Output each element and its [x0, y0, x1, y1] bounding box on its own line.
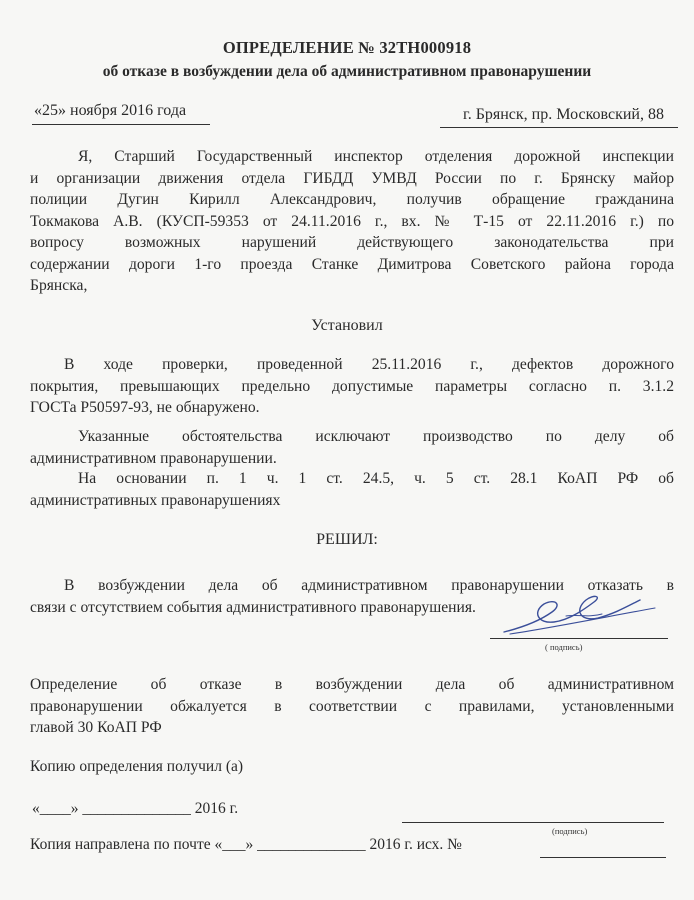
text-line: Определение об отказе в возбуждении дела об административном: [30, 676, 674, 693]
text-line: ГОСТа Р50597-93, не обнаружено.: [30, 399, 260, 416]
established-heading: Установил: [311, 317, 383, 334]
handwritten-signature: [490, 588, 670, 644]
intro-line: Я, Старший Государственный инспектор отделения дорожной инспекции: [78, 148, 674, 165]
established-paragraph-1: [30, 354, 674, 419]
text-line: В возбуждении дела об административном правонарушении отказать в: [64, 577, 674, 594]
date-underline: [32, 124, 210, 125]
intro-line: полиции Дугин Кирилл Александрович, получив обращение гражданина: [30, 191, 674, 208]
signature-caption: ( подпись): [545, 642, 583, 652]
document-subtitle: об отказе в возбуждении дела об административном правонарушении: [102, 63, 592, 80]
intro-paragraph: [30, 146, 674, 297]
text-line: связи с отсутствием события административного правонарушения.: [30, 598, 476, 616]
receipt-signature-caption: (подпись): [552, 826, 588, 836]
receipt-label: Копию определения получил (а): [30, 758, 244, 775]
mail-copy-text: Копия направлена по почте «___» ______________ 2016 г. исх. №: [30, 836, 462, 853]
intro-line: вопросу возможных нарушений действующего законодательства при: [30, 234, 674, 251]
document-title: ОПРЕДЕЛЕНИЕ № 32ТН000918: [222, 38, 472, 57]
outgoing-number-line: [540, 857, 666, 858]
document-place: г. Брянск, пр. Московский, 88: [462, 106, 664, 123]
decision-heading: РЕШИЛ:: [316, 531, 378, 548]
document-date: «25» ноября 2016 года: [34, 102, 187, 119]
text-line: главой 30 КоАП РФ: [30, 719, 162, 736]
established-paragraph-3: [30, 468, 674, 511]
text-line: Указанные обстоятельства исключают производство по делу об: [78, 428, 674, 445]
signature-line: [490, 638, 668, 639]
text-line: административном правонарушении.: [30, 449, 277, 467]
appeal-paragraph: [30, 674, 674, 739]
text-line: На основании п. 1 ч. 1 ст. 24.5, ч. 5 ст. 28.1 КоАП РФ об: [78, 470, 674, 487]
receipt-date-field: «____» ______________ 2016 г.: [32, 800, 239, 817]
text-line: покрытия, превышающих предельно допустимые параметры согласно п. 3.1.2: [30, 377, 674, 395]
intro-line: и организации движения отдела ГИБДД УМВД России по г. Брянску майор: [30, 169, 674, 187]
receipt-signature-line: [402, 822, 664, 823]
text-line: административных правонарушениях: [30, 491, 281, 509]
text-line: правонарушении обжалуется в соответствии с правилами, установленными: [30, 697, 674, 715]
established-paragraph-2: [30, 426, 674, 469]
intro-line: Токмакова А.В. (КУСП-59353 от 24.11.2016 г., вх. № Т-15 от 22.11.2016 г.) по: [30, 212, 674, 230]
intro-line: Брянска,: [30, 277, 88, 294]
text-line: В ходе проверки, проведенной 25.11.2016 г., дефектов дорожного: [64, 356, 674, 373]
intro-line: содержании дороги 1-го проезда Станке Димитрова Советского района города: [30, 255, 674, 273]
place-underline: [440, 127, 678, 128]
